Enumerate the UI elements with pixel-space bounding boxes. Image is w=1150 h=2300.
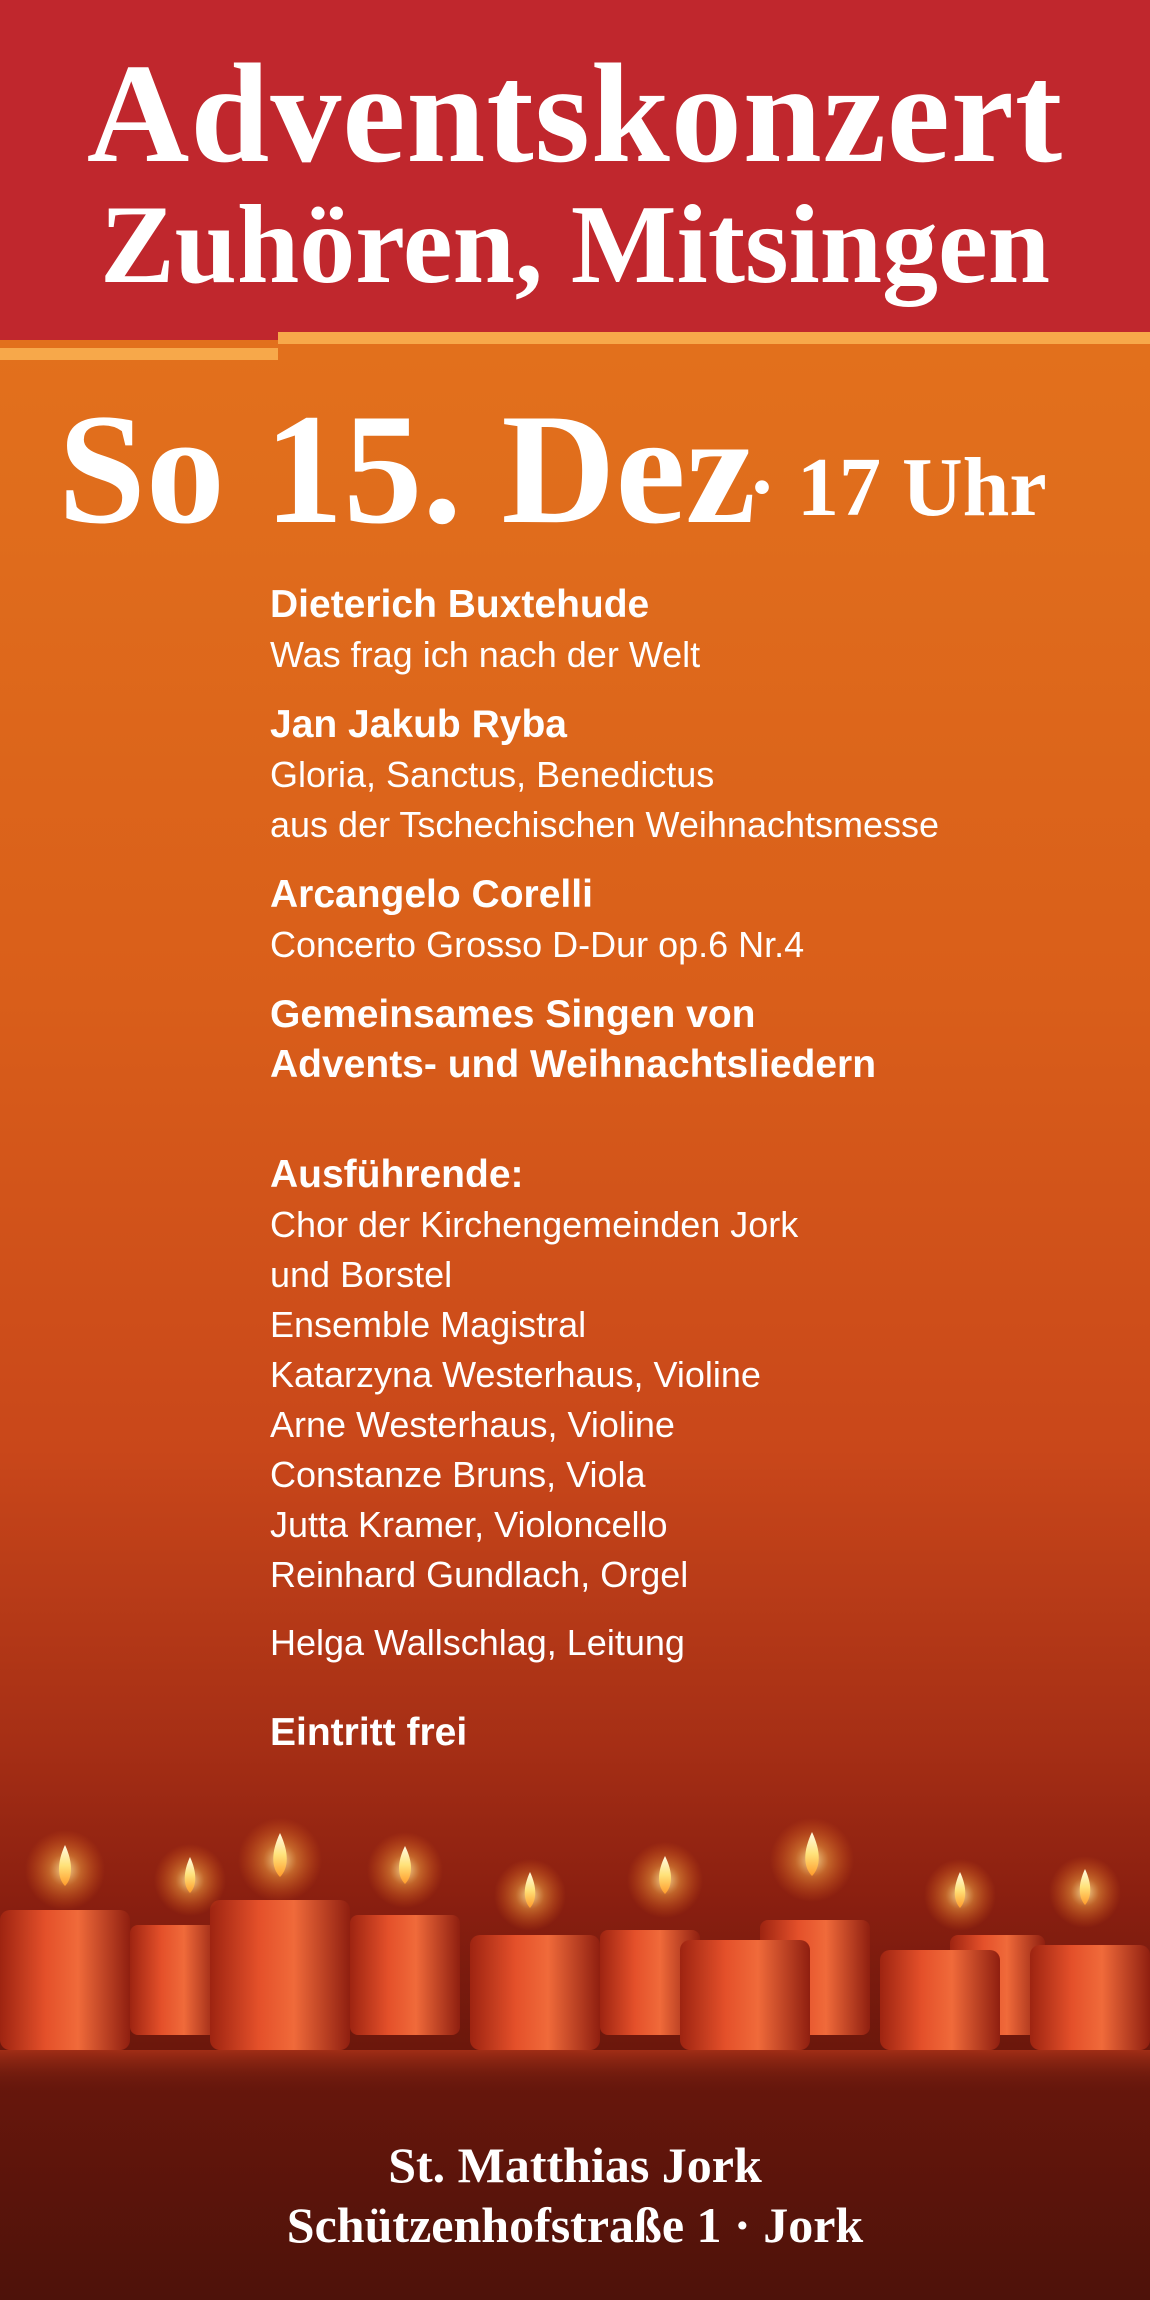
- venue-name: St. Matthias Jork: [388, 2137, 762, 2193]
- performer-entry: Ensemble Magistral: [270, 1304, 587, 1345]
- program-item: [270, 870, 1130, 970]
- work-title: Concerto Grosso D-Dur op.6 Nr.4: [270, 924, 805, 965]
- stripe-left-segment: [0, 348, 278, 360]
- singalong-title-line2: Advents- und Weihnachtsliedern: [270, 1043, 877, 1086]
- header-stripe: [0, 340, 1150, 370]
- composer-name: Jan Jakub Ryba: [270, 703, 567, 746]
- admission-note: Eintritt frei: [270, 1711, 468, 1754]
- event-day: So 15. Dez: [58, 382, 756, 557]
- work-title: Was frag ich nach der Welt: [270, 634, 701, 675]
- performer-entry: Jutta Kramer, Violoncello: [270, 1504, 668, 1545]
- performers-heading: Ausführende:: [270, 1153, 524, 1196]
- conductor-entry: Helga Wallschlag, Leitung: [270, 1622, 685, 1663]
- work-title: Gloria, Sanctus, Benedictus: [270, 754, 715, 795]
- poster-title: Adventskonzert: [86, 34, 1064, 192]
- composer-name: Arcangelo Corelli: [270, 873, 593, 916]
- venue-footer: [0, 2135, 1150, 2255]
- poster-subtitle: Zuhören, Mitsingen: [99, 183, 1051, 307]
- header-banner: [0, 0, 1150, 340]
- program-content: [270, 580, 1130, 1758]
- program-item: [270, 580, 1130, 680]
- program-item: [270, 700, 1130, 850]
- performers-section: [270, 1150, 1130, 1668]
- program-item: [270, 990, 1130, 1090]
- candles-image: [0, 1800, 1150, 2100]
- singalong-title: Gemeinsames Singen von: [270, 993, 756, 1036]
- performer-entry: Katarzyna Westerhaus, Violine: [270, 1354, 761, 1395]
- performer-entry: Arne Westerhaus, Violine: [270, 1404, 675, 1445]
- stripe-right-segment: [278, 332, 1150, 344]
- venue-address: Schützenhofstraße 1 · Jork: [286, 2197, 864, 2253]
- candle-reflection: [0, 2050, 1150, 2100]
- performer-entry: Reinhard Gundlach, Orgel: [270, 1554, 689, 1595]
- event-date: [58, 382, 1118, 557]
- candle-flames: [25, 1818, 1121, 1931]
- performer-entry: und Borstel: [270, 1254, 453, 1295]
- work-title: aus der Tschechischen Weihnachtsmesse: [270, 804, 940, 845]
- composer-name: Dieterich Buxtehude: [270, 583, 650, 626]
- performer-entry: Constanze Bruns, Viola: [270, 1454, 646, 1495]
- event-time: · 17 Uhr: [748, 441, 1047, 534]
- performer-entry: Chor der Kirchengemeinden Jork: [270, 1204, 799, 1245]
